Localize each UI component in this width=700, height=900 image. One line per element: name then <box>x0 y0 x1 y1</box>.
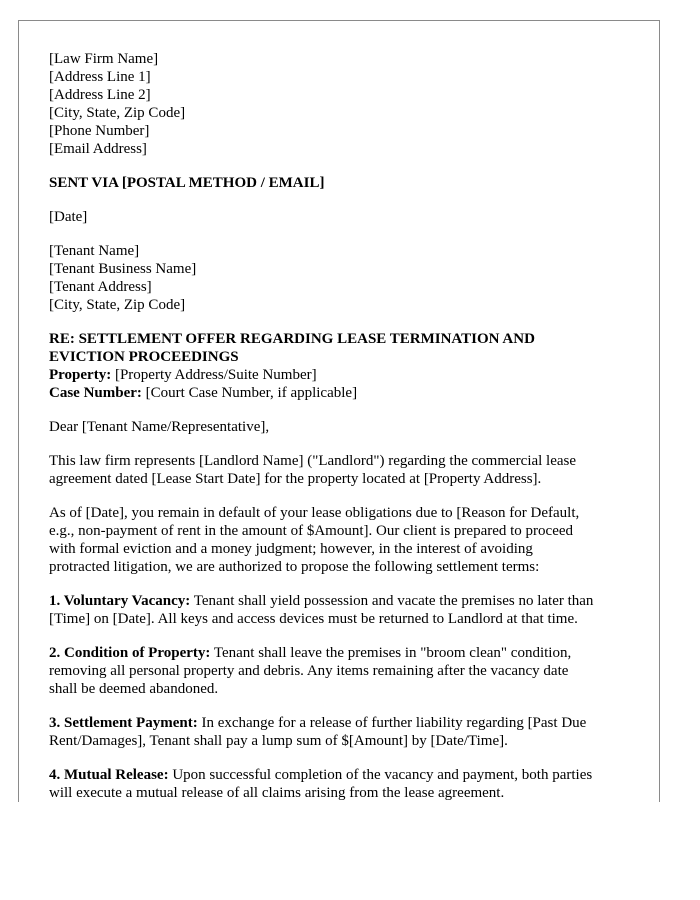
term-line-2: will execute a mutual release of all claims arising from the lease agreement. <box>49 785 505 801</box>
sender-address-line-2: [Address Line 2] <box>49 87 151 103</box>
delivery-method: SENT VIA [POSTAL METHOD / EMAIL] <box>49 175 325 191</box>
delivery-method-block <box>49 174 641 192</box>
recipient-business-name: [Tenant Business Name] <box>49 261 197 277</box>
intro-line-2: agreement dated [Lease Start Date] for the property located at [Property Address]. <box>49 471 542 487</box>
property-value: [Property Address/Suite Number] <box>111 367 317 383</box>
sender-email: [Email Address] <box>49 141 147 157</box>
subject-line-2: EVICTION PROCEEDINGS <box>49 349 239 365</box>
salutation-block <box>49 418 641 436</box>
case-number-line <box>49 384 641 402</box>
term-line-2: Rent/Damages], Tenant shall pay a lump sum of $[Amount] by [Date/Time]. <box>49 733 508 749</box>
term-heading: 4. Mutual Release: <box>49 767 169 783</box>
term-condition-of-property <box>49 644 641 698</box>
property-line <box>49 366 641 384</box>
term-text: Tenant shall yield possession and vacate the premises no later than <box>190 593 594 609</box>
case-number-value: [Court Case Number, if applicable] <box>141 385 358 401</box>
term-heading: 1. Voluntary Vacancy: <box>49 593 191 609</box>
term-line-1 <box>49 714 641 732</box>
term-text: In exchange for a release of further liability regarding [Past Due <box>197 715 587 731</box>
default-paragraph <box>49 504 641 576</box>
salutation: Dear [Tenant Name/Representative], <box>49 419 270 435</box>
letter-date: [Date] <box>49 209 88 225</box>
term-line-1 <box>49 766 641 784</box>
term-text: Tenant shall leave the premises in "broom clean" condition, <box>210 645 572 661</box>
recipient-address-block <box>49 242 641 314</box>
term-line-2: [Time] on [Date]. All keys and access devices must be returned to Landlord at that time. <box>49 611 578 627</box>
term-heading: 3. Settlement Payment: <box>49 715 198 731</box>
recipient-tenant-name: [Tenant Name] <box>49 243 140 259</box>
sender-address-block <box>49 50 641 158</box>
case-number-label: Case Number: <box>49 385 142 401</box>
term-line-1 <box>49 644 641 662</box>
sender-city-state-zip: [City, State, Zip Code] <box>49 105 186 121</box>
term-heading: 2. Condition of Property: <box>49 645 211 661</box>
subject-block <box>49 330 641 402</box>
term-settlement-payment <box>49 714 641 750</box>
default-line-3: with formal eviction and a money judgment; however, in the interest of avoiding <box>49 541 533 557</box>
sender-address-line-1: [Address Line 1] <box>49 69 151 85</box>
recipient-city-state-zip: [City, State, Zip Code] <box>49 297 186 313</box>
default-line-2: e.g., non-payment of rent in the amount of $Amount]. Our client is prepared to proceed <box>49 523 574 539</box>
intro-line-1: This law firm represents [Landlord Name] ("Landlord") regarding the commercial lease <box>49 453 577 469</box>
default-line-1: As of [Date], you remain in default of your lease obligations due to [Reason for Default, <box>49 505 580 521</box>
date-block <box>49 208 641 226</box>
term-line-1 <box>49 592 641 610</box>
property-label: Property: <box>49 367 112 383</box>
term-mutual-release <box>49 766 641 802</box>
letter-content <box>49 50 641 802</box>
term-text: Upon successful completion of the vacancy and payment, both parties <box>168 767 593 783</box>
term-line-3: shall be deemed abandoned. <box>49 681 219 697</box>
term-line-2: removing all personal property and debris. Any items remaining after the vacancy date <box>49 663 569 679</box>
intro-paragraph <box>49 452 641 488</box>
letter-page <box>18 20 660 802</box>
sender-phone: [Phone Number] <box>49 123 150 139</box>
default-line-4: protracted litigation, we are authorized to propose the following settlement terms: <box>49 559 540 575</box>
recipient-address: [Tenant Address] <box>49 279 152 295</box>
subject-line-1: RE: SETTLEMENT OFFER REGARDING LEASE TERMINATION AND <box>49 331 535 347</box>
sender-firm-name: [Law Firm Name] <box>49 51 159 67</box>
term-voluntary-vacancy <box>49 592 641 628</box>
